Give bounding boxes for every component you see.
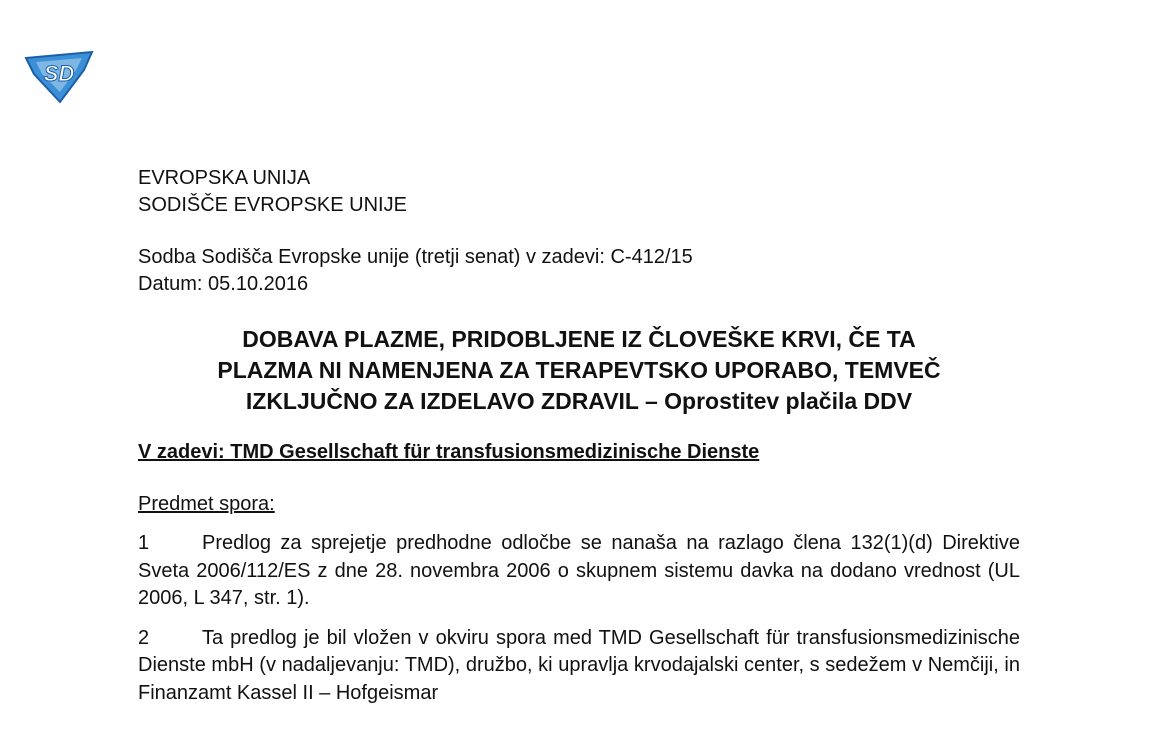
case-judgment: Sodba Sodišča Evropske unije (tretji senat) v zadevi: C-412/15 [138,246,693,268]
title-line-2: PLAZMA NI NAMENJENA ZA TERAPEVTSKO UPORABO, TEMVEČ [217,357,941,383]
title-line-1: DOBAVA PLAZME, PRIDOBLJENE IZ ČLOVEŠKE KRVI, ČE TA [242,326,916,352]
logo-text: SD [43,61,75,86]
header-line-1: EVROPSKA UNIJA [138,167,311,189]
paragraph-number: 1 [138,532,150,554]
document-title [138,324,1020,417]
paragraph-1 [138,530,1020,613]
paragraph-number: 2 [138,626,150,649]
document-body [138,165,1020,707]
paragraph-text: Ta predlog je bil vložen v okviru spora med TMD Gesellschaft für transfusionsmedizinische Dienste mbH (v nadaljevanju: TMD), družbo, ki upravlja krvodajalski center, s sedežem v Nemčiji, in Finanzamt Kassel II – Hofgeismar [138,626,1020,704]
header-line-2: SODIŠČE EVROPSKE UNIJE [138,194,407,216]
case-date: Datum: 05.10.2016 [138,273,309,295]
title-line-3: IZKLJUČNO ZA IZDELAVO ZDRAVIL – Oprostitev plačila DDV [245,388,913,414]
section-heading: Predmet spora: [138,493,275,515]
paragraph-text: Predlog za sprejetje predhodne odločbe se nanaša na razlago člena 132(1)(d) Direktive Sveta 2006/112/ES z dne 28. novembra 2006 o skupnem sistemu davka na dodano vrednost (UL 2006, L 347, str. 1). [138,532,1020,609]
sd-shield-logo-icon [22,48,96,104]
case-subject: V zadevi: TMD Gesellschaft für transfusionsmedizinische Dienste [138,441,760,463]
paragraph-2 [138,625,1020,708]
